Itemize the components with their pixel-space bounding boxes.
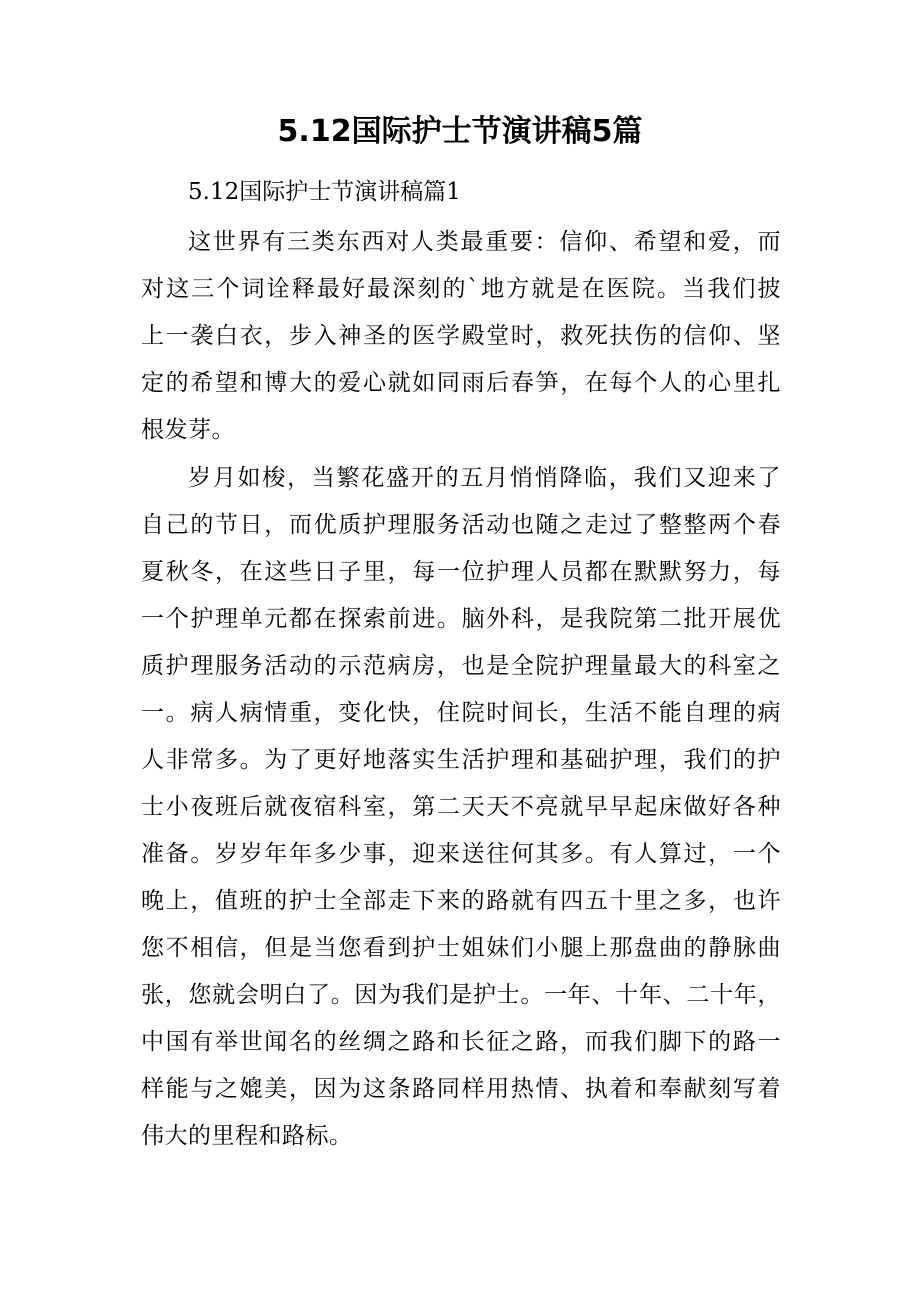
paragraph-2-line-2: 自己的节日，而优质护理服务活动也随之走过了整整两个春: [141, 512, 781, 538]
paragraph-1-line-5: 根发芽。: [141, 417, 235, 443]
paragraph-2-line-5: 质护理服务活动的示范病房，也是全院护理量最大的科室之: [141, 653, 781, 679]
paragraph-1-line-2: 对这三个词诠释最好最深刻的`地方就是在医院。当我们披: [141, 276, 781, 302]
paragraph-2-line-6: 一。病人病情重，变化快，住院时间长，生活不能自理的病: [141, 700, 781, 726]
paragraph-2-line-9: 准备。岁岁年年多少事，迎来送往何其多。有人算过，一个: [141, 841, 781, 867]
paragraph-2-line-1: 岁月如梭，当繁花盛开的五月悄悄降临，我们又迎来了: [188, 465, 781, 491]
paragraph-2-line-10: 晚上，值班的护士全部走下来的路就有四五十里之多，也许: [141, 888, 781, 914]
section-heading: 5.12国际护士节演讲稿篇1: [188, 179, 461, 205]
document-title: 5.12国际护士节演讲稿5篇: [277, 114, 643, 149]
paragraph-2-line-4: 一个护理单元都在探索前进。脑外科，是我院第二批开展优: [141, 606, 781, 632]
paragraph-2-line-13: 中国有举世闻名的丝绸之路和长征之路，而我们脚下的路一: [141, 1029, 781, 1055]
paragraph-1-line-3: 上一袭白衣，步入神圣的医学殿堂时，救死扶伤的信仰、坚: [141, 323, 781, 349]
paragraph-2-line-11: 您不相信，但是当您看到护士姐妹们小腿上那盘曲的静脉曲: [141, 935, 781, 961]
paragraph-2-line-12: 张，您就会明白了。因为我们是护士。一年、十年、二十年，: [141, 982, 781, 1008]
paragraph-2-line-7: 人非常多。为了更好地落实生活护理和基础护理，我们的护: [141, 747, 781, 773]
paragraph-1-line-1: 这世界有三类东西对人类最重要：信仰、希望和爱，而: [188, 229, 781, 255]
paragraph-2-line-14: 样能与之媲美，因为这条路同样用热情、执着和奉献刻写着: [141, 1076, 781, 1102]
paragraph-1-line-4: 定的希望和博大的爱心就如同雨后春笋，在每个人的心里扎: [141, 370, 781, 396]
paragraph-2-line-3: 夏秋冬，在这些日子里，每一位护理人员都在默默努力，每: [141, 559, 781, 585]
paragraph-2-line-15: 伟大的里程和路标。: [141, 1123, 353, 1149]
paragraph-2-line-8: 士小夜班后就夜宿科室，第二天天不亮就早早起床做好各种: [141, 794, 781, 820]
